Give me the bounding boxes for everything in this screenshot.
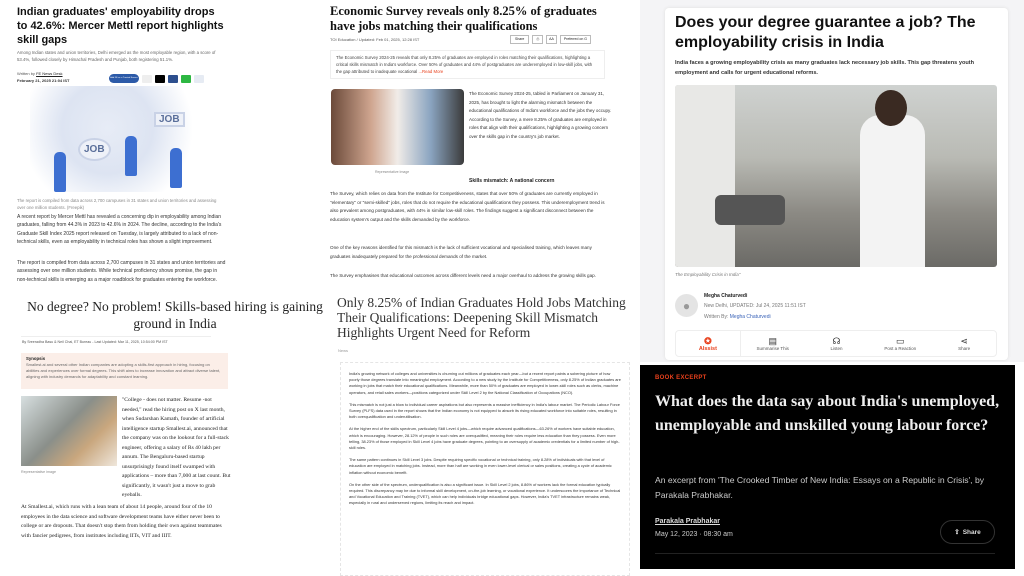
- person-figure: [125, 136, 137, 176]
- listen-button[interactable]: [805, 331, 869, 356]
- ai-icon: ✪: [704, 335, 712, 346]
- share-button[interactable]: [932, 331, 996, 356]
- article3-paragraph: The Survey emphasises that educational outcomes across different levels need a major overhaul to address the growing skills gap.: [330, 273, 596, 278]
- article2-paragraph: At Smallest.ai, which runs with a lean team of about 14 people, around four of the 10 employees in the data science and software development teams have either never been to college or are dropouts. That doesn't stop them from holding their own against teammates with fancier pedigrees, from institutes including IITs, VIT and IIIT.: [21, 504, 222, 539]
- article5-action-bar: [675, 330, 997, 357]
- headphones-icon: ☊: [832, 336, 841, 346]
- article2-headline[interactable]: No degree? No problem! Skills-based hiring is gaining ground in India: [27, 299, 323, 331]
- article3-summary-box: [330, 50, 605, 79]
- document-icon: ▤: [768, 336, 777, 346]
- share-label: Share: [962, 528, 981, 536]
- share-icon: ⋖: [960, 336, 968, 346]
- person-figure: [54, 152, 66, 192]
- article4-paragraph: At the higher end of the skills spectrum, particularly Skill Level 4 jobs—which require advanced qualifications—63.26% of workers have suitable education, which is encouraging. However, 28.12% of people in such roles are overqualified, meaning their roles require less education than they possess. Even more telling, 38.23% of those employed in Skill Level 4 jobs have graduate degrees, pointing to an oversupply of academic credentials for a limited number of high-skill roles.: [349, 426, 620, 451]
- person-figure: [170, 148, 182, 188]
- share-button[interactable]: Share: [510, 35, 529, 44]
- email-icon[interactable]: [142, 75, 152, 83]
- article3-byline: TOI Education / Updated: Feb 01, 2025, 12:28 IST: [330, 37, 420, 42]
- action-label: Share: [958, 346, 971, 351]
- article1-caption: The report is compiled from data across 2,700 campuses in 31 states and union territories and assessing over one million students. (Freepik): [17, 198, 217, 210]
- article3-intro: The Economic Survey 2024-25, tabled in Parliament on January 31, 2025, has brought to light the alarming mismatch between the educational qualifications of India's workforce and the jobs they occupy. According to the Survey, a mere 8.25% of graduates are employed in roles that align with their qualifications, highlighting a growing concern over the skills gap in the country's job market.: [469, 91, 612, 139]
- article6-card: [640, 365, 1015, 569]
- x-icon[interactable]: [155, 75, 165, 83]
- article4-headline[interactable]: Only 8.25% of Indian Graduates Hold Jobs Matching Their Qualifications: Deepening Skill Mismatch Highlights Urgent Need for Reform: [337, 295, 626, 340]
- action-label: Listen: [830, 346, 843, 351]
- summarise-button[interactable]: [741, 331, 805, 356]
- article3-headline[interactable]: Economic Survey reveals only 8.25% of graduates have jobs matching their qualifications: [330, 4, 597, 33]
- article1-illustration: [30, 86, 202, 192]
- article1-written-by: [17, 71, 63, 76]
- article6-share-button[interactable]: [940, 520, 995, 544]
- photo-man-head: [875, 90, 907, 126]
- article5-author[interactable]: Megha Chaturvedi: [704, 293, 748, 299]
- photo-building: [675, 85, 735, 267]
- photo-man-shirt: [860, 115, 925, 267]
- article2-lead-paragraph: "College - does not matter. Resume -not needed," read the hiring post on X last month, when Sudarshan Kamath, founder of artificial intelligence startup Smallest.ai, announced that the company was on the lookout for a full-stack engineer, offering a salary of Rs 40 lakh per annum. The Bengaluru-based startup unsurprisingly found itself swamped with applications – more than 7,000 at last count. But significantly, it wasn't just a move to grab eyeballs.: [122, 397, 231, 498]
- article6-date: May 12, 2023 · 08:30 am: [655, 531, 733, 538]
- article3-caption: Representative Image: [375, 170, 410, 174]
- article4-paragraph: On the other side of the spectrum, underqualification is also a significant issue. In Skill Level 2 jobs, 8.86% of workers lack the formal education typically required. This discrepancy may be due to informal skill development, on-the-job learning, or vocational experience. It underscores the importance of Technical and Vocational Education and Training (TVET), which can help individuals bridge educational gaps. However, India's TVET infrastructure remains weak, especially in rural and underserved regions, limiting its reach and impact.: [349, 481, 621, 506]
- divider: [655, 553, 995, 554]
- summary-text: The Economic Survey 2024-25 reveals that only 8.25% of graduates are employed in roles matching their qualifications, highlighting a critical skills mismatch in India's workforce. Over 50% of graduates and 44% of postgraduates are underemployed in low-skill jobs, with the gap attributed to inadequate vocational: [336, 55, 593, 74]
- article5-dateline: New Delhi, UPDATED: Jul 24, 2025 11:51 IST: [704, 303, 806, 309]
- text-size-button[interactable]: AA: [546, 35, 557, 44]
- share-icon: ⇪: [954, 529, 960, 536]
- article1-share-bar: [109, 74, 204, 83]
- comment-icon: ▭: [896, 336, 905, 346]
- article1-paragraph: A recent report by Mercer Mettl has revealed a concerning dip in employability among Indian graduates, falling from 44.3% in 2023 to 42.6% in 2024. The decline, according to the India's Graduate Skill Index 2025 report released on Tuesday, is largely attributed to a lack of non-technical skills, even as employability in technical roles has shown a slight improvement.: [17, 214, 222, 246]
- action-label: Summarise This: [756, 346, 789, 351]
- written-by-label: Written by: [17, 71, 35, 76]
- article2-byline: By Sreeradha Basu & Neil Chai, ET Bureau - Last Updated: Mar 11, 2025, 10:54:00 PM IST: [22, 340, 168, 344]
- divider: [21, 336, 211, 337]
- article4-paragraph: India's growing network of colleges and universities is churning out millions of graduates each year—but a recent report paints a sobering picture of how poorly those degrees translate into meaningful employment. According to a new study by the Institute for Competitiveness, only 8.25% of Indian graduates are working in jobs that match their educational qualifications. Meanwhile, more than 50% of graduates are employed in lower-skill roles such as clerks, machine operators, and retail sales workers—positions categorized under Skill Level 2 by the National Classification of Occupations (NCO).: [349, 371, 621, 395]
- article6-summary: An excerpt from 'The Crooked Timber of New India: Essays on a Republic in Crisis', by Parakala Prabhakar.: [655, 475, 985, 500]
- photo-car: [715, 195, 785, 225]
- copy-link-icon[interactable]: [194, 75, 204, 83]
- article5-caption: The Employability Crisis in India": [675, 272, 741, 277]
- article2-synopsis-box: [21, 353, 228, 389]
- facebook-icon[interactable]: [168, 75, 178, 83]
- article5-photo: [675, 85, 997, 267]
- article2-caption: Representative image: [21, 470, 56, 474]
- job-sign-label: JOB: [154, 112, 185, 127]
- written-by-label: Written By:: [704, 314, 729, 320]
- magnifier-job-label: JOB: [78, 138, 111, 161]
- article6-author-link[interactable]: Parakala Prabhakar: [655, 518, 720, 525]
- read-more-link[interactable]: ...Read More: [418, 69, 444, 74]
- aissist-button[interactable]: [676, 331, 741, 356]
- avatar-icon[interactable]: ●: [675, 294, 698, 317]
- article4-body: [340, 362, 630, 576]
- article4-paragraph: The same pattern continues in Skill Level 3 jobs. Despite requiring specific vocational or technical training, only 8.28% of individuals with that level of education are employed in matching jobs. Instead, more than half are working in even lower-level clerical or sales positions, creating a cycle of academic inflation without economic benefit.: [349, 457, 612, 475]
- action-label: Post a Reaction: [884, 346, 917, 351]
- preferred-source-button[interactable]: Preferred on G: [560, 35, 591, 44]
- article1-summary: Among Indian states and union territories, Delhi emerged as the most employable region, with a score of 53.4%, followed closely by Himachal Pradesh and Punjab, both registering 51.1%.: [17, 50, 216, 62]
- article1-date: February 21, 2025 21:04 IST: [17, 78, 70, 83]
- article4-paragraph: This mismatch is not just a blow to individual career aspirations but also represents a massive inefficiency in India's labour market. The Periodic Labour Force Survey (PLFS) data used in the report shows that the Indian economy is not equipped to absorb its rising educated workforce into suitable roles, resulting in both overqualification and underutilisation.: [349, 401, 620, 420]
- google-source-badge[interactable]: Add FE as a Trusted Source: [109, 74, 139, 83]
- article3-subheading: Skills mismatch: A national concern: [469, 178, 555, 184]
- article3-toolbar: [510, 35, 591, 44]
- action-label: AIssist: [698, 345, 717, 352]
- post-reaction-button[interactable]: [868, 331, 932, 356]
- article3-paragraph: The Survey, which relies on data from the Institute for Competitiveness, states that over 50% of graduates are currently employed in "elementary" or "semi-skilled" jobs, roles that do not require the educational qualifications they possess. This underemployment trend is also prevalent among postgraduates, with 44% in similar low-skill roles. The findings suggest a significant disconnect between the education system's output and the skills demanded by the workforce.: [330, 191, 605, 222]
- whatsapp-icon[interactable]: [181, 75, 191, 83]
- article2-office-photo: [21, 396, 117, 466]
- article4-category[interactable]: News: [338, 348, 349, 353]
- article5-headline[interactable]: Does your degree guarantee a job? The employability crisis in India: [675, 14, 976, 51]
- print-icon[interactable]: ⎙: [532, 35, 543, 44]
- article1-author-link[interactable]: FE News Desk: [36, 71, 63, 76]
- synopsis-text: Smallest.ai and several other Indian companies are adopting a skills-first approach in hiring, focusing on abilities and experiences over formal degrees. This shift aims to increase innovation and attract diverse talent, aligning with industry demands for adaptability and constant learning.: [26, 362, 221, 379]
- synopsis-label: Synopsis: [26, 356, 46, 361]
- article3-paragraph: One of the key reasons identified for this mismatch is the lack of sufficient vocational and specialised training, which leaves many graduates inadequately prepared for the professional demands of the market.: [330, 245, 592, 259]
- article5-summary: India faces a growing employability crisis as many graduates lack necessary job skills. This gap threatens youth employment and calls for urgent educational reforms.: [675, 60, 975, 76]
- article3-photo: [331, 89, 464, 165]
- article1-headline[interactable]: Indian graduates' employability drops to 42.6%: Mercer Mettl report highlights skill gaps: [17, 6, 224, 46]
- written-by-link[interactable]: Megha Chaturvedi: [729, 314, 771, 320]
- article6-headline[interactable]: What does the data say about India's unemployed, unemployable and unskilled young labour force?: [655, 393, 1000, 434]
- article6-kicker: BOOK EXCERPT: [655, 375, 707, 381]
- article1-paragraph: The report is compiled from data across 2,700 campuses in 31 states and union territories and assessing over one million students. While technical proficiency shows promise, the gap in non-technical skills is emerging as a major roadblock for graduates entering the workforce.: [17, 260, 226, 283]
- article5-written-by: [704, 314, 771, 321]
